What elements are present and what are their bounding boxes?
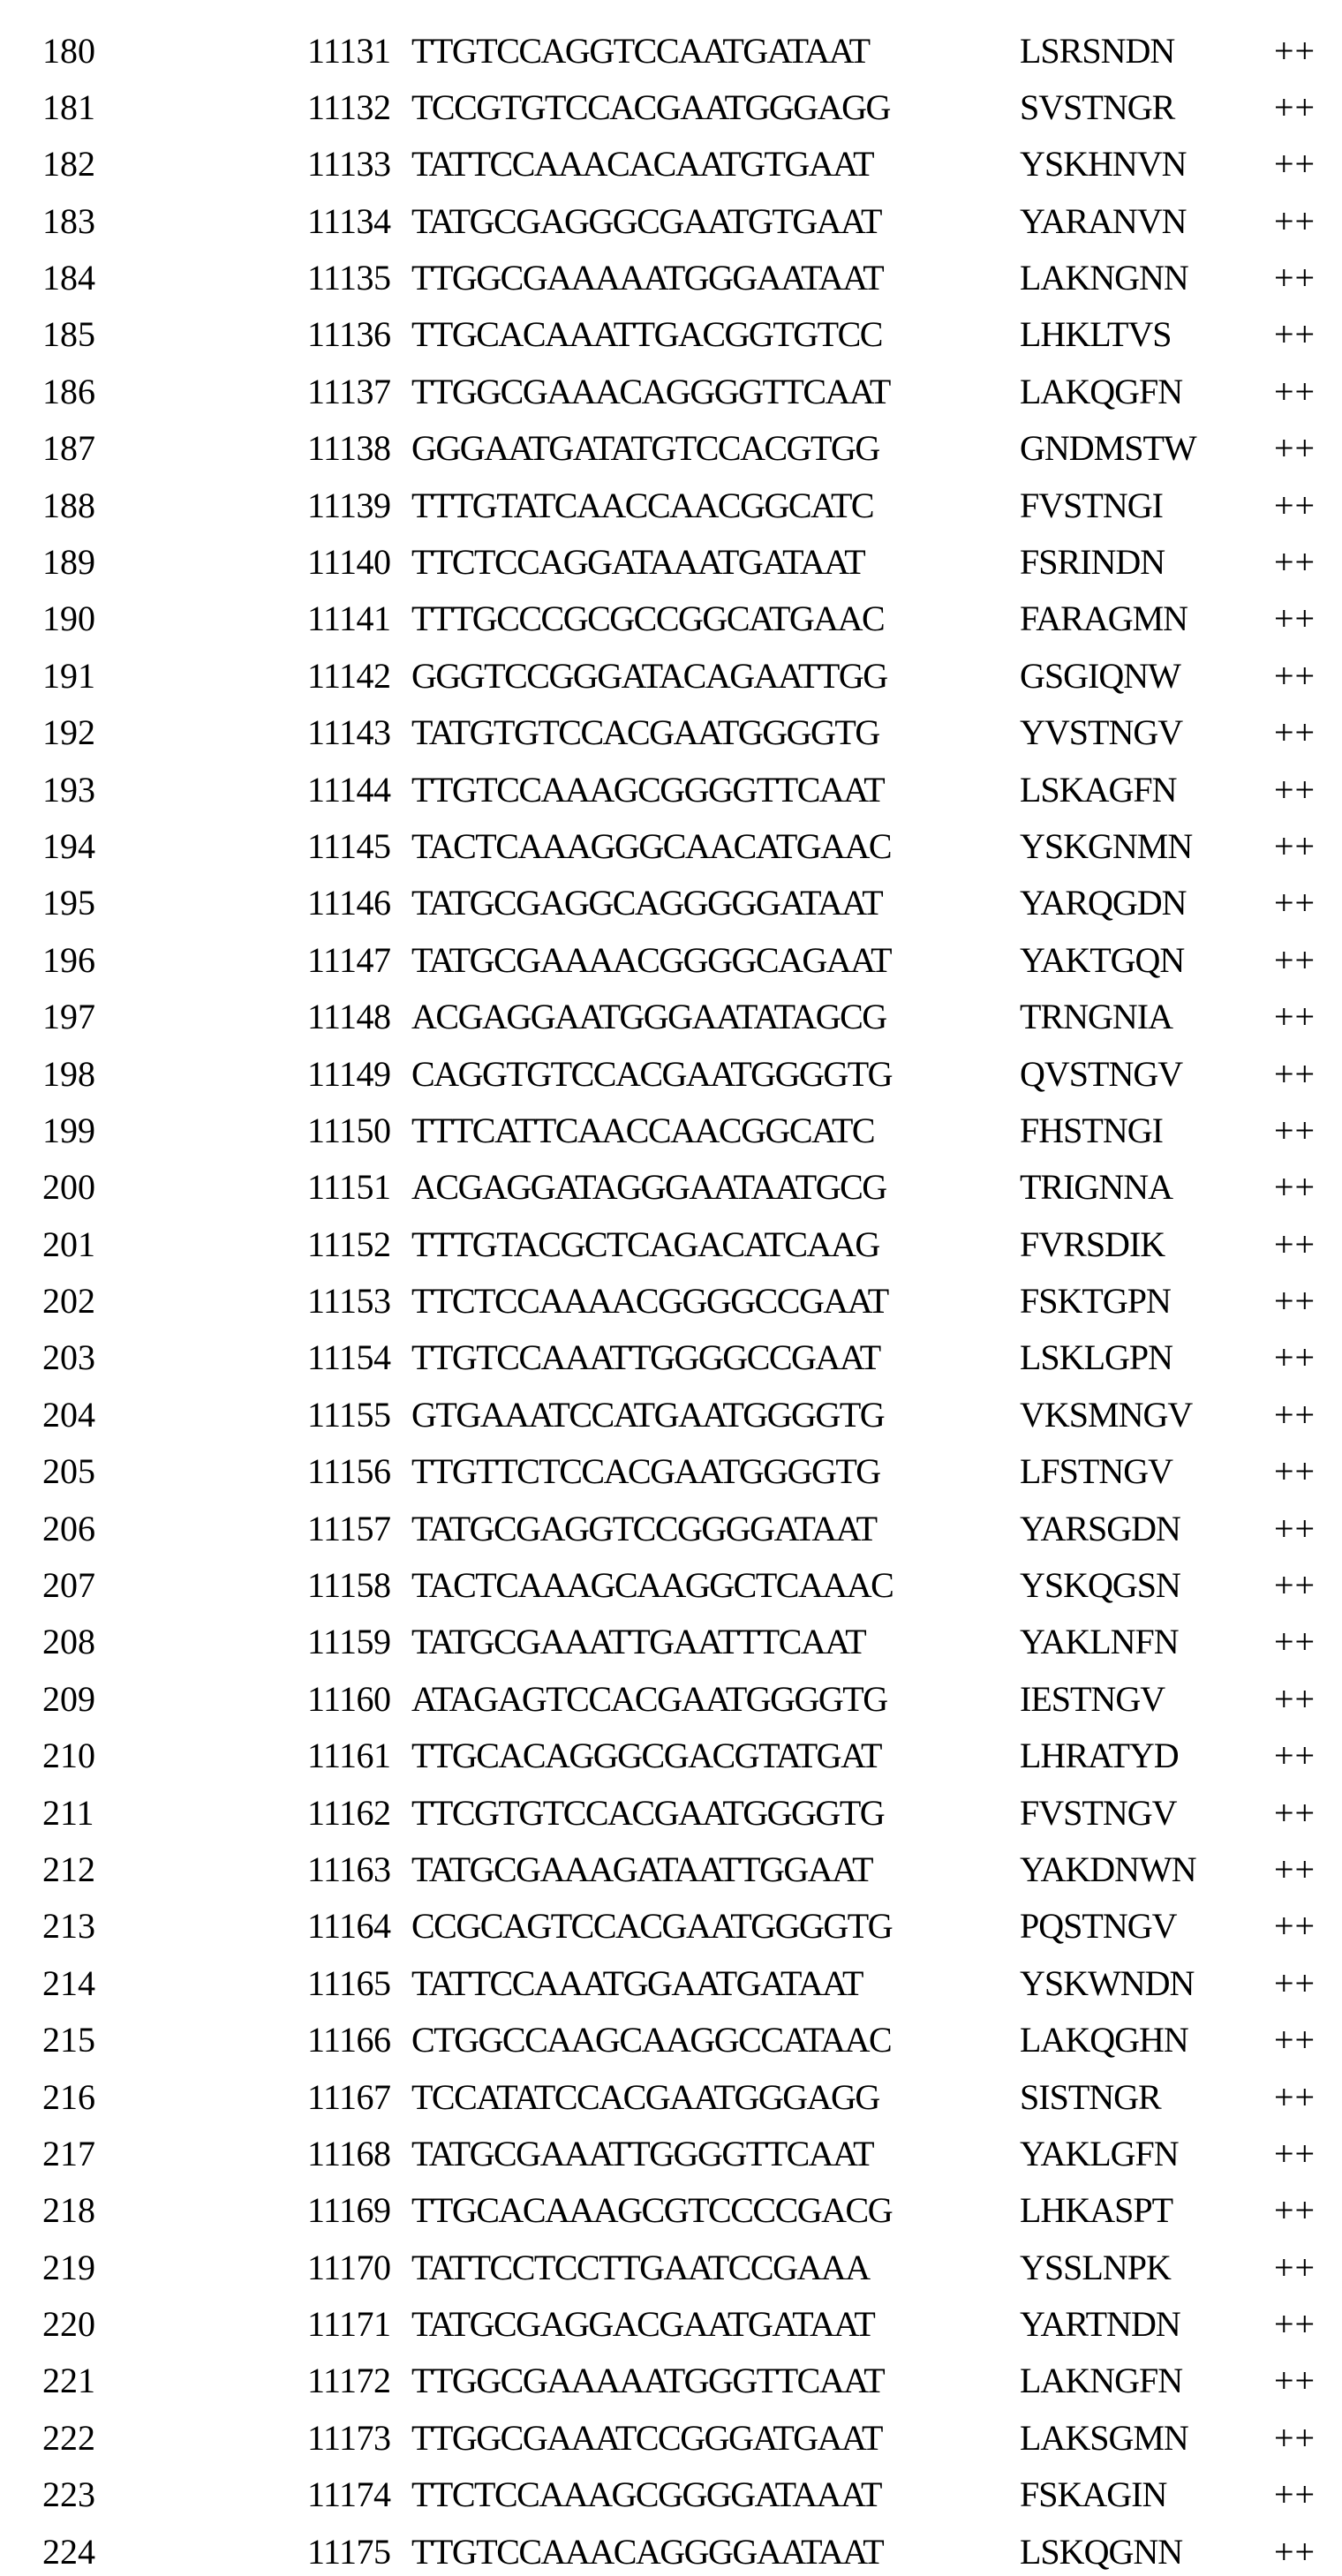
peptide-sequence: FVSTNGV — [1020, 1792, 1177, 1833]
table-row — [0, 1102, 1342, 1159]
binding-score: ++ — [1274, 30, 1316, 71]
sequence-id: 11157 — [307, 1508, 391, 1548]
table-row — [0, 1727, 1342, 1784]
sequence-id: 11163 — [307, 1849, 391, 1889]
peptide-sequence: TRNGNIA — [1020, 997, 1172, 1037]
sequence-id: 11159 — [307, 1622, 391, 1662]
row-index: 209 — [42, 1678, 95, 1719]
dna-sequence: GGGAATGATATGTCCACGTGG — [411, 428, 879, 469]
row-index: 222 — [42, 2417, 95, 2458]
binding-score: ++ — [1274, 1110, 1316, 1150]
binding-score: ++ — [1274, 371, 1316, 411]
dna-sequence: TATGCGAGGACGAATGATAAT — [411, 2304, 875, 2345]
sequence-id: 11144 — [307, 769, 391, 810]
sequence-id: 11135 — [307, 258, 391, 298]
table-row — [0, 590, 1342, 647]
peptide-sequence: YSKWNDN — [1020, 1962, 1195, 2003]
table-row — [0, 817, 1342, 875]
binding-score: ++ — [1274, 2190, 1316, 2231]
peptide-sequence: GNDMSTW — [1020, 428, 1196, 469]
dna-sequence: TATGCGAGGGCGAATGTGAAT — [411, 200, 881, 241]
table-row — [0, 2181, 1342, 2239]
sequence-id: 11147 — [307, 939, 391, 980]
table-row — [0, 2239, 1342, 2296]
row-index: 191 — [42, 655, 95, 696]
dna-sequence: TATGCGAAAACGGGGCAGAAT — [411, 939, 892, 980]
binding-score: ++ — [1274, 87, 1316, 127]
binding-score: ++ — [1274, 1736, 1316, 1776]
row-index: 185 — [42, 314, 95, 355]
row-index: 204 — [42, 1394, 95, 1435]
peptide-sequence: IESTNGV — [1020, 1678, 1165, 1719]
peptide-sequence: LHKASPT — [1020, 2190, 1173, 2231]
dna-sequence: ACGAGGAATGGGAATATAGCG — [411, 997, 886, 1037]
dna-sequence: TATGCGAAATTGAATTTCAAT — [411, 1622, 866, 1662]
sequence-id: 11174 — [307, 2474, 391, 2515]
dna-sequence: TATGCGAAATTGGGGTTCAAT — [411, 2133, 874, 2173]
sequence-id: 11136 — [307, 314, 391, 355]
row-index: 187 — [42, 428, 95, 469]
peptide-sequence: LSRSNDN — [1020, 30, 1175, 71]
sequence-id: 11161 — [307, 1736, 391, 1776]
row-index: 217 — [42, 2133, 95, 2173]
table-row — [0, 1955, 1342, 2012]
binding-score: ++ — [1274, 2474, 1316, 2515]
sequence-id: 11133 — [307, 144, 391, 185]
binding-score: ++ — [1274, 599, 1316, 639]
peptide-sequence: SISTNGR — [1020, 2076, 1161, 2117]
table-row — [0, 305, 1342, 363]
sequence-id: 11167 — [307, 2076, 391, 2117]
table-row — [0, 2409, 1342, 2467]
sequence-id: 11132 — [307, 87, 391, 127]
table-row — [0, 1216, 1342, 1273]
sequence-id: 11143 — [307, 712, 391, 753]
row-index: 215 — [42, 2020, 95, 2060]
peptide-sequence: SVSTNGR — [1020, 87, 1175, 127]
peptide-sequence: LAKSGMN — [1020, 2417, 1188, 2458]
table-row — [0, 192, 1342, 250]
table-row — [0, 1556, 1342, 1614]
dna-sequence: TTCTCCAAAGCGGGGATAAAT — [411, 2474, 881, 2515]
dna-sequence: TCCGTGTCCACGAATGGGAGG — [411, 87, 890, 127]
table-row — [0, 1613, 1342, 1670]
row-index: 181 — [42, 87, 95, 127]
dna-sequence: TTCGTGTCCACGAATGGGGTG — [411, 1792, 885, 1833]
peptide-sequence: FSKAGIN — [1020, 2474, 1167, 2515]
sequence-id: 11131 — [307, 30, 391, 71]
table-row — [0, 761, 1342, 818]
row-index: 196 — [42, 939, 95, 980]
peptide-sequence: YARSGDN — [1020, 1508, 1180, 1548]
peptide-sequence: VKSMNGV — [1020, 1394, 1193, 1435]
dna-sequence: TACTCAAAGGGCAACATGAAC — [411, 825, 892, 866]
sequence-id: 11148 — [307, 997, 391, 1037]
row-index: 194 — [42, 825, 95, 866]
table-row — [0, 533, 1342, 591]
row-index: 206 — [42, 1508, 95, 1548]
table-row — [0, 1329, 1342, 1386]
row-index: 213 — [42, 1906, 95, 1947]
row-index: 220 — [42, 2304, 95, 2345]
dna-sequence: TTCTCCAGGATAAATGATAAT — [411, 542, 865, 582]
row-index: 203 — [42, 1337, 95, 1378]
binding-score: ++ — [1274, 2361, 1316, 2401]
dna-sequence: TTTGCCCGCGCCGGCATGAAC — [411, 599, 885, 639]
row-index: 188 — [42, 485, 95, 525]
sequence-id: 11141 — [307, 599, 391, 639]
sequence-id: 11154 — [307, 1337, 391, 1378]
peptide-sequence: LHRATYD — [1020, 1736, 1179, 1776]
dna-sequence: TTGTCCAGGTCCAATGATAAT — [411, 30, 870, 71]
table-row — [0, 704, 1342, 761]
sequence-id: 11164 — [307, 1906, 391, 1947]
table-row — [0, 2466, 1342, 2523]
row-index: 198 — [42, 1053, 95, 1094]
binding-score: ++ — [1274, 2020, 1316, 2060]
row-index: 212 — [42, 1849, 95, 1889]
binding-score: ++ — [1274, 1281, 1316, 1322]
sequence-id: 11153 — [307, 1281, 391, 1322]
sequence-id: 11165 — [307, 1962, 391, 2003]
binding-score: ++ — [1274, 314, 1316, 355]
peptide-sequence: TRIGNNA — [1020, 1167, 1172, 1208]
binding-score: ++ — [1274, 1451, 1316, 1492]
binding-score: ++ — [1274, 1394, 1316, 1435]
table-row — [0, 2068, 1342, 2126]
table-row — [0, 2011, 1342, 2068]
dna-sequence: TATTCCAAATGGAATGATAAT — [411, 1962, 863, 2003]
table-row — [0, 1442, 1342, 1500]
peptide-sequence: LSKQGNN — [1020, 2531, 1183, 2572]
sequence-id: 11169 — [307, 2190, 391, 2231]
dna-sequence: TTCTCCAAAACGGGGCCGAAT — [411, 1281, 888, 1322]
binding-score: ++ — [1274, 1906, 1316, 1947]
row-index: 211 — [42, 1792, 94, 1833]
table-row — [0, 135, 1342, 192]
dna-sequence: TATTCCTCCTTGAATCCGAAA — [411, 2247, 870, 2287]
peptide-sequence: GSGIQNW — [1020, 655, 1180, 696]
dna-sequence: TTGTCCAAATTGGGGCCGAAT — [411, 1337, 880, 1378]
peptide-sequence: FSKTGPN — [1020, 1281, 1171, 1322]
dna-sequence: TTGGCGAAATCCGGGATGAAT — [411, 2417, 882, 2458]
row-index: 190 — [42, 599, 95, 639]
table-row — [0, 2523, 1342, 2576]
row-index: 219 — [42, 2247, 95, 2287]
peptide-sequence: PQSTNGV — [1020, 1906, 1177, 1947]
row-index: 183 — [42, 200, 95, 241]
peptide-sequence: YAKLGFN — [1020, 2133, 1179, 2173]
table-row — [0, 647, 1342, 704]
sequence-id: 11166 — [307, 2020, 391, 2060]
row-index: 197 — [42, 997, 95, 1037]
row-index: 202 — [42, 1281, 95, 1322]
binding-score: ++ — [1274, 542, 1316, 582]
peptide-sequence: YSSLNPK — [1020, 2247, 1171, 2287]
dna-sequence: TTGGCGAAAAATGGGAATAAT — [411, 258, 884, 298]
peptide-sequence: QVSTNGV — [1020, 1053, 1183, 1094]
sequence-id: 11142 — [307, 655, 391, 696]
row-index: 221 — [42, 2361, 95, 2401]
binding-score: ++ — [1274, 1678, 1316, 1719]
sequence-id: 11158 — [307, 1565, 391, 1606]
sequence-id: 11134 — [307, 200, 391, 241]
sequence-id: 11156 — [307, 1451, 391, 1492]
binding-score: ++ — [1274, 2247, 1316, 2287]
row-index: 208 — [42, 1622, 95, 1662]
table-row — [0, 1841, 1342, 1898]
binding-score: ++ — [1274, 769, 1316, 810]
peptide-sequence: LFSTNGV — [1020, 1451, 1173, 1492]
binding-score: ++ — [1274, 939, 1316, 980]
table-row — [0, 477, 1342, 534]
row-index: 195 — [42, 883, 95, 923]
dna-sequence: TATGCGAGGCAGGGGGATAAT — [411, 883, 883, 923]
row-index: 182 — [42, 144, 95, 185]
row-index: 180 — [42, 30, 95, 71]
sequence-id: 11155 — [307, 1394, 391, 1435]
row-index: 207 — [42, 1565, 95, 1606]
peptide-sequence: YAKLNFN — [1020, 1622, 1179, 1662]
binding-score: ++ — [1274, 2417, 1316, 2458]
peptide-sequence: FSRINDN — [1020, 542, 1165, 582]
binding-score: ++ — [1274, 2304, 1316, 2345]
sequence-id: 11137 — [307, 371, 391, 411]
table-row — [0, 79, 1342, 136]
dna-sequence: GTGAAATCCATGAATGGGGTG — [411, 1394, 885, 1435]
sequence-id: 11170 — [307, 2247, 391, 2287]
binding-score: ++ — [1274, 200, 1316, 241]
sequence-id: 11138 — [307, 428, 391, 469]
table-row — [0, 988, 1342, 1045]
dna-sequence: CTGGCCAAGCAAGGCCATAAC — [411, 2020, 892, 2060]
table-row — [0, 419, 1342, 477]
dna-sequence: TATGTGTCCACGAATGGGGTG — [411, 712, 879, 753]
dna-sequence: ATAGAGTCCACGAATGGGGTG — [411, 1678, 887, 1719]
dna-sequence: TTGTCCAAACAGGGGAATAAT — [411, 2531, 884, 2572]
dna-sequence: CAGGTGTCCACGAATGGGGTG — [411, 1053, 893, 1094]
table-row — [0, 1158, 1342, 1216]
row-index: 199 — [42, 1110, 95, 1150]
binding-score: ++ — [1274, 2133, 1316, 2173]
dna-sequence: TCCATATCCACGAATGGGAGG — [411, 2076, 879, 2117]
dna-sequence: TTGCACAAATTGACGGTGTCC — [411, 314, 882, 355]
sequence-id: 11150 — [307, 1110, 391, 1150]
peptide-sequence: LAKQGHN — [1020, 2020, 1188, 2060]
peptide-sequence: YVSTNGV — [1020, 712, 1183, 753]
peptide-sequence: FHSTNGI — [1020, 1110, 1163, 1150]
peptide-sequence: FARAGMN — [1020, 599, 1188, 639]
table-row — [0, 1386, 1342, 1443]
row-index: 223 — [42, 2474, 95, 2515]
table-row — [0, 1897, 1342, 1955]
peptide-sequence: YAKTGQN — [1020, 939, 1185, 980]
peptide-sequence: YSKGNMN — [1020, 825, 1193, 866]
peptide-sequence: FVSTNGI — [1020, 485, 1163, 525]
dna-sequence: TTGCACAGGGCGACGTATGAT — [411, 1736, 881, 1776]
peptide-sequence: FVRSDIK — [1020, 1224, 1165, 1264]
binding-score: ++ — [1274, 144, 1316, 185]
peptide-sequence: YARQGDN — [1020, 883, 1187, 923]
row-index: 200 — [42, 1167, 95, 1208]
peptide-sequence: LAKQGFN — [1020, 371, 1183, 411]
dna-sequence: TTGGCGAAACAGGGGTTCAAT — [411, 371, 890, 411]
dna-sequence: TTGCACAAAGCGTCCCCGACG — [411, 2190, 893, 2231]
binding-score: ++ — [1274, 1792, 1316, 1833]
table-row — [0, 249, 1342, 306]
peptide-sequence: YARTNDN — [1020, 2304, 1180, 2345]
sequence-id: 11175 — [307, 2531, 391, 2572]
peptide-sequence: LSKAGFN — [1020, 769, 1177, 810]
dna-sequence: TATGCGAGGTCCGGGGATAAT — [411, 1508, 877, 1548]
row-index: 224 — [42, 2531, 95, 2572]
binding-score: ++ — [1274, 428, 1316, 469]
peptide-sequence: YAKDNWN — [1020, 1849, 1196, 1889]
dna-sequence: TATTCCAAACACAATGTGAAT — [411, 144, 874, 185]
table-row — [0, 2295, 1342, 2353]
row-index: 193 — [42, 769, 95, 810]
dna-sequence: TACTCAAAGCAAGGCTCAAAC — [411, 1565, 893, 1606]
peptide-sequence: YARANVN — [1020, 200, 1187, 241]
table-row — [0, 874, 1342, 931]
table-row — [0, 1045, 1342, 1103]
dna-sequence: TTTCATTCAACCAACGGCATC — [411, 1110, 875, 1150]
binding-score: ++ — [1274, 1337, 1316, 1378]
binding-score: ++ — [1274, 883, 1316, 923]
dna-sequence: TTGTTCTCCACGAATGGGGTG — [411, 1451, 880, 1492]
binding-score: ++ — [1274, 1962, 1316, 2003]
peptide-sequence: YSKHNVN — [1020, 144, 1187, 185]
dna-sequence: TTGTCCAAAGCGGGGTTCAAT — [411, 769, 885, 810]
dna-sequence: TTTGTACGCTCAGACATCAAG — [411, 1224, 879, 1264]
binding-score: ++ — [1274, 997, 1316, 1037]
sequence-id: 11160 — [307, 1678, 391, 1719]
row-index: 214 — [42, 1962, 95, 2003]
binding-score: ++ — [1274, 1565, 1316, 1606]
binding-score: ++ — [1274, 825, 1316, 866]
sequence-id: 11172 — [307, 2361, 391, 2401]
row-index: 201 — [42, 1224, 95, 1264]
table-row — [0, 1670, 1342, 1728]
sequence-id: 11139 — [307, 485, 391, 525]
sequence-id: 11152 — [307, 1224, 391, 1264]
table-row — [0, 1272, 1342, 1329]
binding-score: ++ — [1274, 1224, 1316, 1264]
row-index: 210 — [42, 1736, 95, 1776]
peptide-sequence: LSKLGPN — [1020, 1337, 1173, 1378]
dna-sequence: CCGCAGTCCACGAATGGGGTG — [411, 1906, 893, 1947]
table-row — [0, 1784, 1342, 1842]
binding-score: ++ — [1274, 1053, 1316, 1094]
row-index: 192 — [42, 712, 95, 753]
binding-score: ++ — [1274, 2076, 1316, 2117]
table-row — [0, 1500, 1342, 1557]
dna-sequence: TTTGTATCAACCAACGGCATC — [411, 485, 874, 525]
peptide-sequence: YSKQGSN — [1020, 1565, 1180, 1606]
binding-score: ++ — [1274, 1622, 1316, 1662]
row-index: 205 — [42, 1451, 95, 1492]
peptide-sequence: LAKNGFN — [1020, 2361, 1183, 2401]
peptide-sequence: LHKLTVS — [1020, 314, 1172, 355]
binding-score: ++ — [1274, 655, 1316, 696]
sequence-id: 11151 — [307, 1167, 391, 1208]
binding-score: ++ — [1274, 1167, 1316, 1208]
binding-score: ++ — [1274, 712, 1316, 753]
dna-sequence: TATGCGAAAGATAATTGGAAT — [411, 1849, 873, 1889]
sequence-id: 11140 — [307, 542, 391, 582]
row-index: 189 — [42, 542, 95, 582]
sequence-id: 11168 — [307, 2133, 391, 2173]
dna-sequence: TTGGCGAAAAATGGGTTCAAT — [411, 2361, 885, 2401]
table-row — [0, 2125, 1342, 2182]
peptide-sequence: LAKNGNN — [1020, 258, 1188, 298]
sequence-id: 11146 — [307, 883, 391, 923]
dna-sequence: GGGTCCGGGATACAGAATTGG — [411, 655, 887, 696]
table-row — [0, 363, 1342, 420]
row-index: 184 — [42, 258, 95, 298]
table-row — [0, 22, 1342, 79]
sequence-id: 11149 — [307, 1053, 391, 1094]
row-index: 218 — [42, 2190, 95, 2231]
table-row — [0, 931, 1342, 989]
table-row — [0, 2352, 1342, 2409]
binding-score: ++ — [1274, 1508, 1316, 1548]
sequence-id: 11145 — [307, 825, 391, 866]
binding-score: ++ — [1274, 485, 1316, 525]
sequence-id: 11162 — [307, 1792, 391, 1833]
sequence-id: 11171 — [307, 2304, 391, 2345]
row-index: 216 — [42, 2076, 95, 2117]
binding-score: ++ — [1274, 1849, 1316, 1889]
row-index: 186 — [42, 371, 95, 411]
binding-score: ++ — [1274, 258, 1316, 298]
dna-sequence: ACGAGGATAGGGAATAATGCG — [411, 1167, 886, 1208]
binding-score: ++ — [1274, 2531, 1316, 2572]
sequence-id: 11173 — [307, 2417, 391, 2458]
